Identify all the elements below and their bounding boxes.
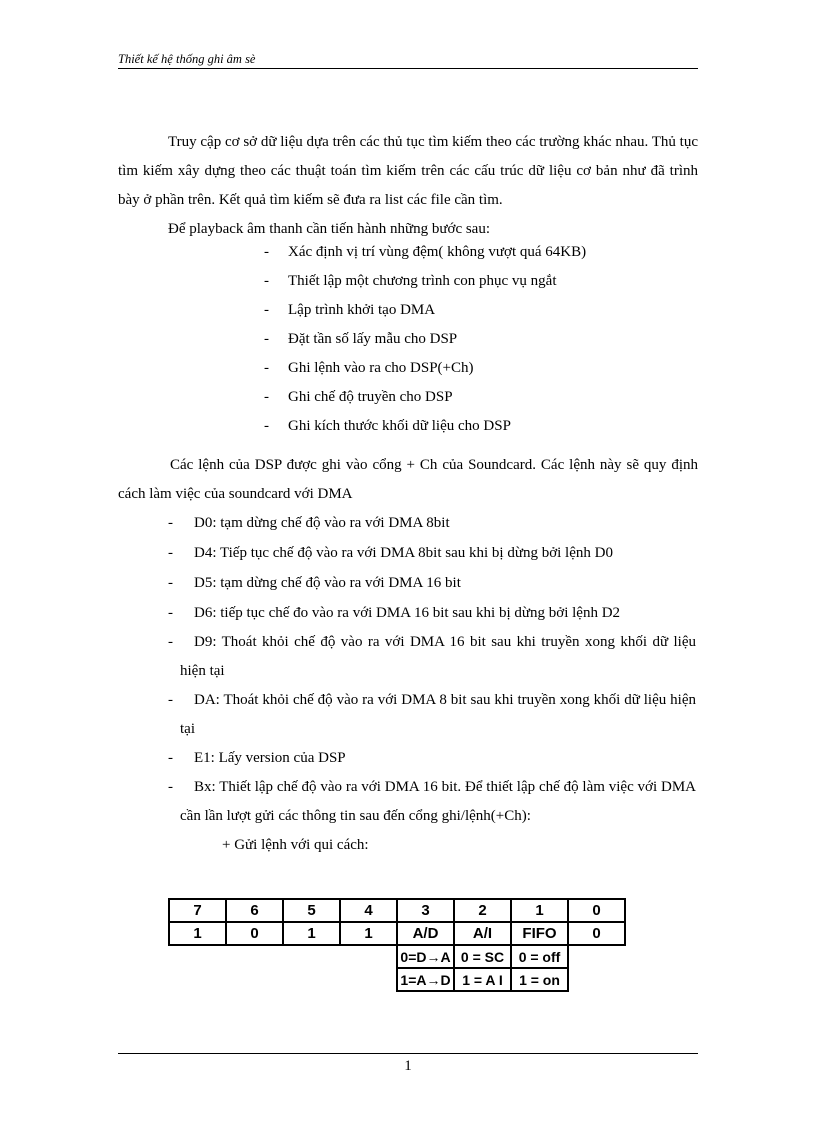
- intro-paragraph: Truy cập cơ sở dữ liệu dựa trên các thủ tục tìm kiếm theo các trường khác nhau. Thủ tục tìm kiếm xây dựng theo các thuật toán tìm kiếm trên các cấu trúc dữ liệu cơ bản như đã trình bày ở phần trên. Kết quả tìm kiếm sẽ đưa ra list các file cần tìm.: [118, 134, 698, 208]
- empty-cell: [283, 945, 340, 968]
- empty-cell: [169, 945, 226, 968]
- list-dash: -: [168, 750, 173, 766]
- command-text: DA: Thoát khỏi chế độ vào ra với DMA 8 bit sau khi truyền xong khối dữ liệu hiện tại: [180, 692, 696, 737]
- legend-row-one: [169, 968, 625, 991]
- value-cell: 0: [226, 922, 283, 945]
- command-text: D5: tạm dừng chế độ vào ra với DMA 16 bit: [194, 575, 461, 591]
- legend-cell: 0=D→A: [397, 945, 454, 968]
- list-dash: -: [264, 244, 269, 260]
- page-number: 1: [404, 1058, 412, 1074]
- format-label: + Gửi lệnh với qui cách:: [222, 837, 369, 853]
- empty-cell: [169, 968, 226, 991]
- list-dash: -: [264, 273, 269, 289]
- step-text: Ghi kích thước khối dữ liệu cho DSP: [288, 418, 511, 434]
- playback-intro: Để playback âm thanh cần tiến hành những bước sau:: [168, 221, 491, 237]
- value-cell: 1: [283, 922, 340, 945]
- list-item: [168, 744, 696, 773]
- header-divider: [118, 68, 698, 69]
- value-cell: A/I: [454, 922, 511, 945]
- legend-cell: 0 = SC: [454, 945, 511, 968]
- list-dash: -: [264, 389, 269, 405]
- empty-cell: [340, 968, 397, 991]
- list-dash: -: [264, 331, 269, 347]
- list-item: [264, 331, 457, 348]
- list-dash: -: [168, 515, 173, 531]
- value-cell: 0: [568, 922, 625, 945]
- list-item: [264, 389, 453, 406]
- list-dash: -: [264, 418, 269, 434]
- bit-number-row: [169, 899, 625, 922]
- bit-value-row: [169, 922, 625, 945]
- list-item: [168, 599, 696, 628]
- list-item: [264, 244, 586, 261]
- bit-cell: 7: [169, 899, 226, 922]
- list-item: [264, 360, 474, 377]
- bit-cell: 1: [511, 899, 568, 922]
- list-dash: -: [168, 779, 173, 795]
- empty-cell: [226, 968, 283, 991]
- bit-cell: 2: [454, 899, 511, 922]
- command-text: E1: Lấy version của DSP: [194, 750, 346, 766]
- command-text: D0: tạm dừng chế độ vào ra với DMA 8bit: [194, 515, 450, 531]
- list-item: [168, 569, 696, 598]
- bit-cell: 4: [340, 899, 397, 922]
- footer-divider: [118, 1053, 698, 1054]
- list-dash: -: [168, 634, 173, 650]
- list-item: [264, 302, 435, 319]
- list-dash: -: [264, 360, 269, 376]
- command-text: D6: tiếp tục chế đo vào ra với DMA 16 bit sau khi bị dừng bởi lệnh D2: [194, 605, 621, 621]
- bit-cell: 5: [283, 899, 340, 922]
- running-header: Thiết kế hệ thống ghi âm sè: [118, 52, 256, 66]
- list-dash: -: [168, 545, 173, 561]
- empty-cell: [568, 968, 625, 991]
- value-cell: 1: [169, 922, 226, 945]
- list-item: [168, 509, 696, 538]
- command-text: D4: Tiếp tục chế độ vào ra với DMA 8bit sau khi bị dừng bởi lệnh D0: [194, 545, 613, 561]
- empty-cell: [226, 945, 283, 968]
- legend-cell: 1=A→D: [397, 968, 454, 991]
- list-item: [168, 773, 696, 831]
- list-item: [168, 539, 696, 568]
- step-text: Ghi lệnh vào ra cho DSP(+Ch): [288, 360, 474, 376]
- empty-cell: [340, 945, 397, 968]
- value-cell: FIFO: [511, 922, 568, 945]
- list-dash: -: [264, 302, 269, 318]
- value-cell: 1: [340, 922, 397, 945]
- list-item: [264, 418, 511, 435]
- legend-cell: 1 = on: [511, 968, 568, 991]
- list-dash: -: [168, 605, 173, 621]
- step-text: Xác định vị trí vùng đệm( không vượt quá 64KB): [288, 244, 587, 260]
- bit-cell: 3: [397, 899, 454, 922]
- bit-cell: 0: [568, 899, 625, 922]
- empty-cell: [568, 945, 625, 968]
- bit-cell: 6: [226, 899, 283, 922]
- step-text: Đặt tần số lấy mẫu cho DSP: [288, 331, 458, 347]
- legend-cell: 1 = A I: [454, 968, 511, 991]
- command-text: Bx: Thiết lập chế độ vào ra với DMA 16 bit. Để thiết lập chế độ làm việc với DMA cần lần lượt gửi các thông tin sau đến cổng ghi/lệnh(+Ch):: [180, 779, 696, 824]
- step-text: Thiết lập một chương trình con phục vụ ngắt: [288, 273, 557, 289]
- step-text: Ghi chế độ truyền cho DSP: [288, 389, 453, 405]
- empty-cell: [283, 968, 340, 991]
- dsp-intro-paragraph: Các lệnh của DSP được ghi vào cổng + Ch của Soundcard. Các lệnh này sẽ quy định cách làm việc của soundcard với DMA: [118, 457, 698, 502]
- command-text: D9: Thoát khỏi chế độ vào ra với DMA 16 bit sau khi truyền xong khối dữ liệu hiện tại: [180, 634, 696, 679]
- list-dash: -: [168, 692, 173, 708]
- list-item: [264, 273, 557, 290]
- command-format-table: [168, 898, 626, 992]
- value-cell: A/D: [397, 922, 454, 945]
- list-item: [168, 686, 696, 744]
- list-item: [168, 628, 696, 686]
- legend-row-zero: [169, 945, 625, 968]
- step-text: Lập trình khởi tạo DMA: [288, 302, 436, 318]
- legend-cell: 0 = off: [511, 945, 568, 968]
- list-dash: -: [168, 575, 173, 591]
